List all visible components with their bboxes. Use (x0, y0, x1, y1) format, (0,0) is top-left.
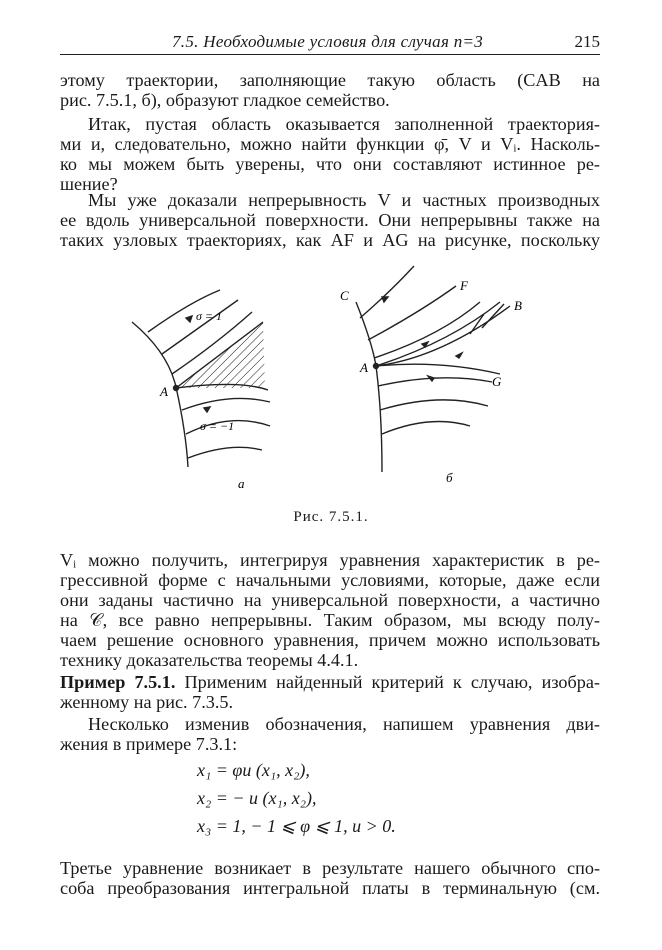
trajectory-b3 (374, 302, 480, 358)
figure-7-5-1 (120, 262, 540, 494)
text-line: Третье уравнение возникает в результате нашего обычного спо- (60, 858, 600, 878)
text-line: на 𝒞, все равно непрерывны. Таким образом, мы всюду полу- (60, 610, 600, 630)
subfigure-a-label: а (238, 476, 245, 491)
text-line: ее вдоль универсальной поверхности. Они непрерывны также на (60, 210, 600, 230)
paragraph-5 (60, 714, 600, 754)
text-line: таких узловых траекториях, как AF и AG на рисунке, поскольку (60, 230, 600, 250)
branch-1 (470, 314, 484, 334)
text-line: жения в примере 7.3.1: (60, 734, 238, 754)
equation-3: x₃ = 1, − 1 ⩽ φ ⩽ 1, u > 0. (197, 816, 396, 836)
text-line: шение? (60, 174, 118, 194)
figure-caption: Рис. 7.5.1. (293, 509, 369, 525)
text-line: Несколько изменив обозначения, напишем уравнения дви- (88, 714, 600, 734)
running-header (60, 30, 600, 55)
paragraph-2 (60, 114, 600, 194)
text-line: технику доказательства теоремы 4.4.1. (60, 650, 359, 670)
subfigure-b-label: б (446, 470, 453, 485)
trajectory-b2 (368, 286, 456, 340)
point-a-label: A (160, 384, 168, 399)
surface-curve-b (356, 302, 382, 472)
text-line: ми и, следовательно, можно найти функции φ̄, V и Vᵢ. Насколь- (60, 134, 600, 154)
trajectory-a7 (188, 447, 262, 458)
text-line: грессивной форме с начальными условиями, которые, даже если (60, 570, 600, 590)
arrow-mark (382, 297, 388, 302)
point-A-b-label: A (360, 360, 368, 375)
text-line: соба преобразования интегральной платы в терминальную (см. (60, 878, 600, 898)
sigma-m1-label: σ = −1 (200, 419, 235, 433)
trajectory-b4 (376, 364, 500, 374)
text-line (60, 672, 600, 692)
trajectory-b6 (382, 422, 470, 435)
equation-2: x₂ = − u (x₁, x₂), (197, 788, 317, 808)
paragraph-4 (60, 550, 600, 670)
arrow-mark (456, 353, 462, 358)
text-line: ко мы можем быть уверены, что они составляют истинное ре- (60, 154, 600, 174)
text-line: женному на рис. 7.3.5. (60, 692, 234, 712)
page-number: 215 (574, 32, 600, 51)
trajectory-AF (376, 302, 500, 366)
example-line1: Применим найденный критерий к случаю, изобра- (175, 672, 600, 692)
point-a-dot (174, 386, 179, 391)
text-line: Vᵢ можно получить, интегрируя уравнения характеристик в ре- (60, 550, 600, 570)
paragraph-3 (60, 190, 600, 250)
equation-1: x₁ = φu (x₁, x₂), (197, 760, 310, 780)
text-line: чаем решение основного уравнения, причем можно использовать (60, 630, 600, 650)
example-label: Пример 7.5.1. (60, 672, 176, 692)
point-F-label: F (460, 278, 468, 293)
arrow-mark (186, 316, 192, 322)
paragraph-1 (60, 70, 600, 110)
trajectory-AB (376, 306, 510, 366)
arrow-mark (204, 407, 210, 412)
point-G-label: G (492, 374, 502, 389)
trajectory-b5 (380, 400, 488, 410)
text-line: этому траектории, заполняющие такую область (CAB на (60, 70, 600, 90)
trajectory-AG (378, 378, 492, 386)
point-C-label: C (340, 288, 349, 303)
trajectory-a5 (182, 398, 270, 410)
trajectory-b1 (360, 266, 414, 318)
paragraph-6 (60, 858, 600, 898)
text-line: Мы уже доказали непрерывность V и частных производных (88, 190, 600, 210)
text-line: они заданы частично на универсальной поверхности, а частично (60, 590, 600, 610)
sigma-1-label: σ = 1 (196, 309, 223, 323)
text-line: рис. 7.5.1, б), образуют гладкое семейство. (60, 90, 390, 110)
point-b-dot (374, 364, 379, 369)
header-title: 7.5. Необходимые условия для случая n=3 (172, 32, 484, 51)
text-line: Итак, пустая область оказывается заполненной траектория- (88, 114, 600, 134)
point-B-label: B (514, 298, 522, 313)
subfigure-b (356, 266, 510, 472)
example-paragraph (60, 672, 600, 712)
